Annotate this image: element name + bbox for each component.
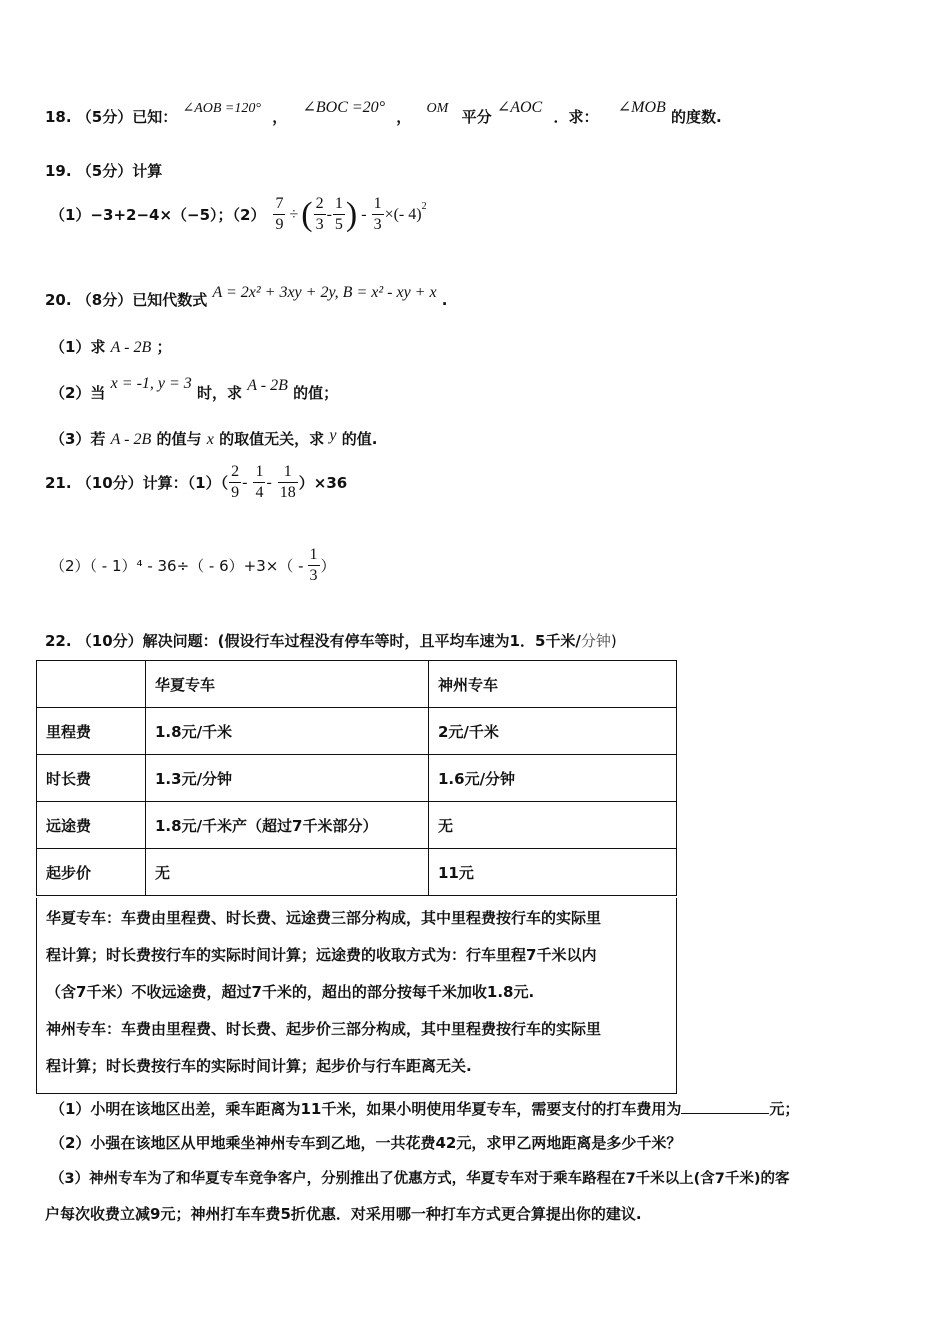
denominator: 3: [315, 216, 324, 233]
q20-title: 20. （8分）已知代数式: [45, 291, 208, 309]
table-cell: 1.6元/分钟: [429, 755, 677, 802]
q21-title-end: ）×36: [298, 474, 348, 492]
q22-title: 22. （10分）解决问题：(假设行车过程没有停车等时，且平均车速为1．5千米/: [45, 632, 581, 650]
math-expression: A - 2B: [110, 431, 152, 448]
math-variable: y: [329, 427, 337, 444]
q19-part1: （1）−3+2−4×（−5）；（2）: [50, 206, 266, 224]
q21-p2-end: ）: [320, 557, 336, 575]
numerator: 1: [309, 546, 318, 563]
fraction: [253, 462, 265, 503]
q20-expression: A = 2x² + 3xy + 2y, B = x² - xy + x: [212, 284, 437, 301]
numerator: 1: [283, 463, 292, 480]
q22-part1: [50, 1098, 799, 1119]
table-row: [37, 802, 677, 849]
text: 的取值无关，求: [219, 430, 325, 448]
q18-angle-aob: ∠AOB =120°: [182, 101, 261, 116]
table-cell: 2元/千米: [429, 708, 677, 755]
math-expression: A - 2B: [110, 339, 152, 356]
q22-part3b: 户每次收费立减9元；神州打车车费5折优惠．对采用哪一种打车方式更合算提出你的建议.: [45, 1205, 642, 1223]
q18-ask: ．求：: [553, 108, 599, 126]
left-paren: (: [301, 195, 313, 233]
denominator: 9: [275, 216, 284, 233]
numerator: 2: [315, 195, 324, 212]
q18-om: OM: [426, 101, 449, 116]
denominator: 9: [231, 484, 240, 501]
table-cell: 1.3元/分钟: [146, 755, 429, 802]
math-variable: x: [206, 431, 214, 448]
table-header-cell: [37, 661, 146, 708]
q22-part3a: （3）神州专车为了和华夏专车竞争客户，分别推出了优惠方式，华夏专车对于乘车路程在7千米以上(含7千米)的客: [50, 1171, 790, 1187]
q20-title-line: [45, 284, 448, 310]
q21-p2: （2）（ - 1）⁴ - 36÷（ - 6）+3×（ -: [50, 557, 304, 575]
q21-part2: [50, 545, 336, 586]
q18-angle-mob: ∠MOB: [617, 99, 666, 116]
table-header-cell: 神州专车: [429, 661, 677, 708]
q20-part2: [50, 375, 339, 403]
table-header-row: [37, 661, 677, 708]
q18-sep2: ，: [396, 108, 412, 126]
minus-sign: -: [242, 473, 248, 491]
q21-part1: [45, 462, 347, 503]
note-line: 程计算；时长费按行车的实际时间计算；起步价与行车距离无关.: [46, 1057, 472, 1075]
numerator: 1: [373, 195, 382, 212]
denominator: 18: [279, 484, 296, 501]
text: 元；: [769, 1100, 800, 1118]
q22-title-line: [45, 630, 617, 651]
table-cell: 无: [429, 802, 677, 849]
text: 的值；: [293, 384, 339, 402]
divide-sign: ÷: [289, 205, 299, 223]
fraction: [273, 194, 285, 235]
q20-end: .: [441, 291, 448, 309]
fraction: [333, 194, 345, 235]
part-label: （3）若: [50, 430, 106, 448]
note-line: 华夏专车：车费由里程费、时长费、远途费三部分构成，其中里程费按行车的实际里: [46, 909, 602, 927]
text: 时，求: [197, 384, 243, 402]
fraction: [278, 462, 298, 503]
text: 的值与: [156, 430, 202, 448]
denominator: 3: [373, 216, 382, 233]
fare-rules-note: [36, 898, 677, 1094]
table-cell: 1.8元/千米产（超过7千米部分）: [146, 802, 429, 849]
q18-sep1: ，: [272, 108, 288, 126]
q18-angle-boc: ∠BOC =20°: [302, 99, 386, 116]
math-expression: A - 2B: [247, 377, 288, 394]
table-row: [37, 708, 677, 755]
q18-prefix: 18. （5分）已知：: [45, 108, 178, 126]
table-row: [37, 849, 677, 896]
note-line: （含7千米）不收远途费，超过7千米的，超出的部分按每千米加收1.8元.: [46, 983, 535, 1001]
right-paren: ): [345, 195, 358, 233]
fraction: [314, 194, 326, 235]
numerator: 2: [231, 463, 240, 480]
q19-expression: [50, 194, 427, 235]
numerator: 7: [275, 195, 284, 212]
table-cell: 11元: [429, 849, 677, 896]
q19-exponent: 2: [421, 201, 427, 212]
q18-line: [45, 99, 722, 127]
q18-suffix: 的度数.: [671, 108, 722, 126]
q21-title: 21. （10分）计算：（1）（: [45, 474, 229, 492]
table-row: [37, 755, 677, 802]
q19-title: 19. （5分）计算: [45, 162, 163, 180]
table-cell: 起步价: [37, 849, 146, 896]
numerator: 1: [255, 463, 264, 480]
text: （1）小明在该地区出差，乘车距离为11千米，如果小明使用华夏专车，需要支付的打车费用为: [50, 1100, 682, 1118]
fraction: [308, 545, 320, 586]
note-line: 神州专车：车费由里程费、时长费、起步价三部分构成，其中里程费按行车的实际里: [46, 1020, 602, 1038]
q22-part2: （2）小强在该地区从甲地乘坐神州专车到乙地，一共花费42元，求甲乙两地距离是多少千米？: [50, 1134, 682, 1152]
part-label: （1）求: [50, 338, 106, 356]
denominator: 4: [255, 484, 264, 501]
fraction: [372, 194, 384, 235]
denominator: 3: [309, 567, 318, 584]
minus-sign: -: [361, 205, 367, 223]
table-cell: 无: [146, 849, 429, 896]
q22-title-end: ): [610, 632, 617, 650]
text: ；: [156, 338, 172, 356]
text: 的值.: [341, 430, 378, 448]
table-header-cell: 华夏专车: [146, 661, 429, 708]
math-condition: x = -1, y = 3: [110, 375, 192, 392]
q20-part1: [50, 336, 172, 357]
part-label: （2）当: [50, 384, 106, 402]
minus-sign: -: [326, 205, 332, 223]
fraction: [229, 462, 241, 503]
q19-tail: ×(- 4): [384, 205, 422, 223]
table-cell: 1.8元/千米: [146, 708, 429, 755]
q20-part3: [50, 428, 377, 449]
numerator: 1: [334, 195, 343, 212]
answer-blank[interactable]: [681, 1099, 769, 1114]
table-cell: 远途费: [37, 802, 146, 849]
q18-angle-aoc: ∠AOC: [496, 99, 543, 116]
denominator: 5: [334, 216, 343, 233]
fare-table: [36, 660, 677, 896]
table-cell: 里程费: [37, 708, 146, 755]
q22-title-unit: 分钟: [580, 632, 611, 650]
table-cell: 时长费: [37, 755, 146, 802]
q18-bisects: 平分: [461, 108, 492, 126]
minus-sign: -: [266, 473, 272, 491]
note-line: 程计算；时长费按行车的实际时间计算；远途费的收取方式为：行车里程7千米以内: [46, 946, 597, 964]
